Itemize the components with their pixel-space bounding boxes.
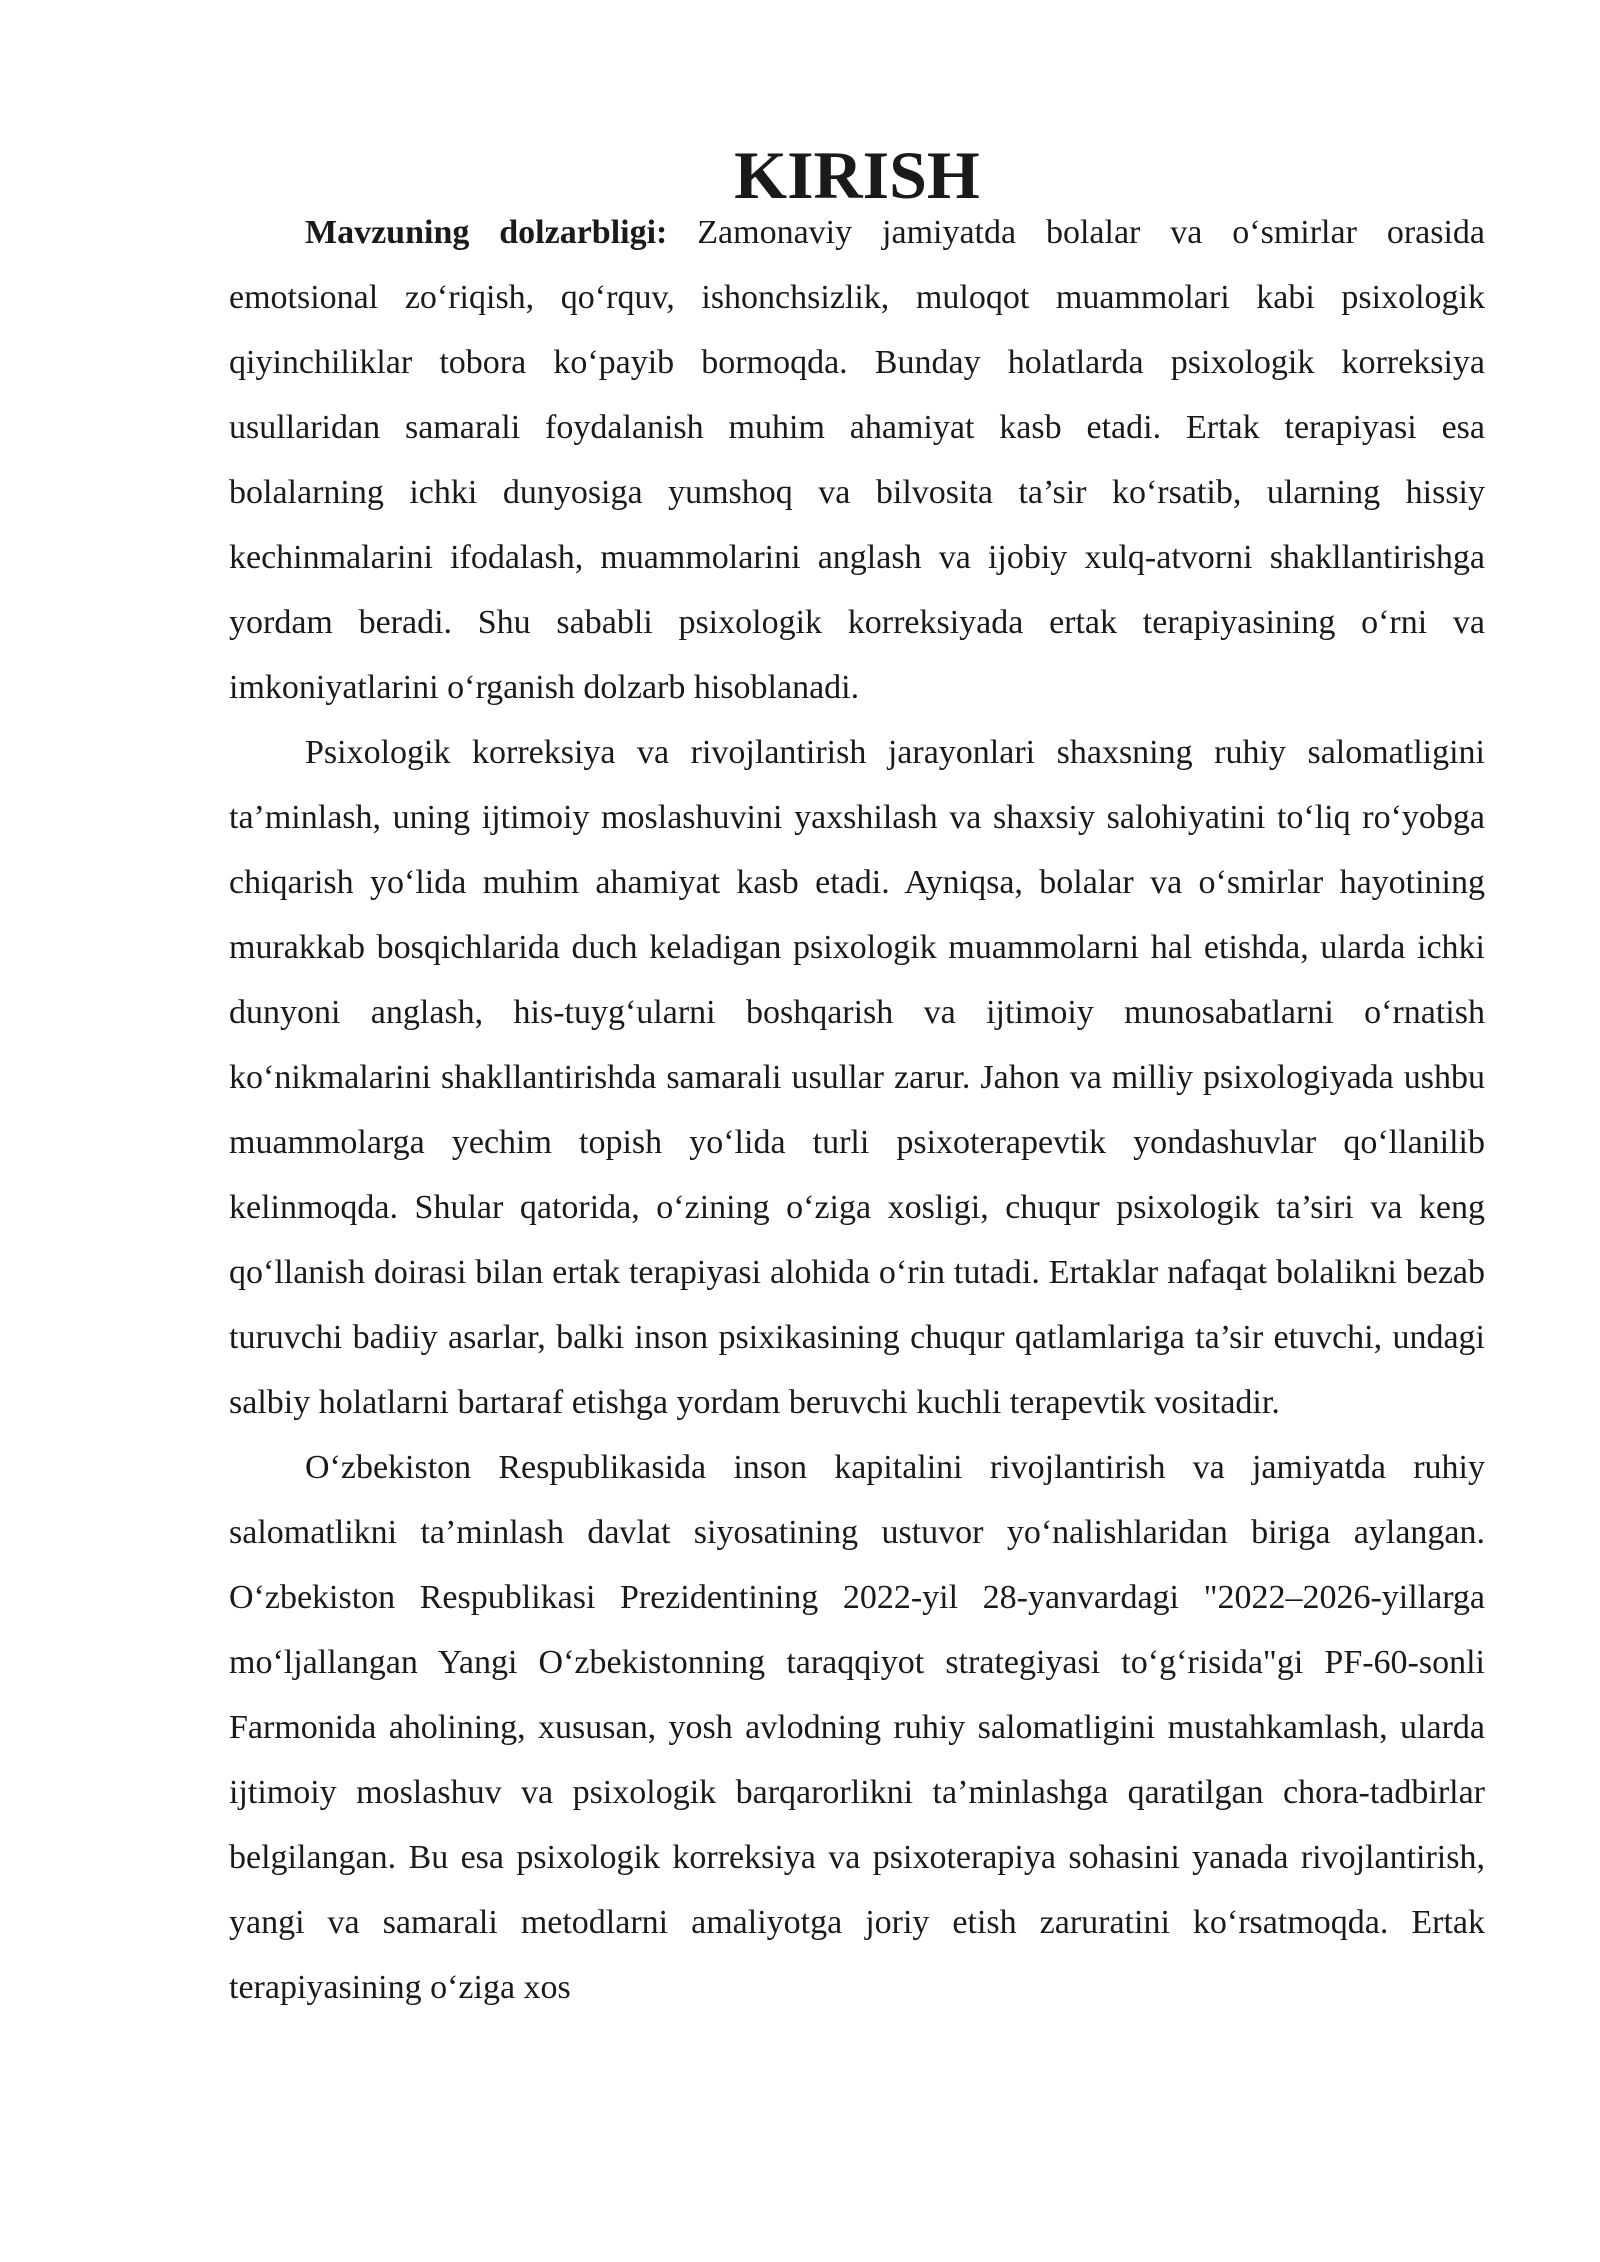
page-title: KIRISH [734,137,980,213]
paragraph-correction [229,720,1485,1435]
paragraph-text: Zamonaviy jamiyatda bolalar va o‘smirlar orasida emotsional zo‘riqish, qo‘rquv, ishonchsizlik, muloqot muammolari kabi psixologik qiyinchiliklar tobora ko‘payib bormoqda. Bunday holatlarda psixologik korreksiya usullaridan samarali foydalanish muhim ahamiyat kasb etadi. Ertak terapiyasi esa bolalarning ichki dunyosiga yumshoq va bilvosita ta’sir ko‘rsatib, ularning hissiy kechinmalarini ifodalash, muammolarini anglash va ijobiy xulq-atvorni shakllantirishga yordam beradi. Shu sababli psixologik korreksiyada ertak terapiyasining o‘rni va imkoniyatlarini o‘rganish dolzarb hisoblanadi. [229,214,1485,706]
document-body [229,137,1485,2020]
paragraph-lead: Mavzuning dolzarbligi: [305,214,668,251]
paragraph-text: O‘zbekiston Respublikasida inson kapitalini rivojlantirish va jamiyatda ruhiy salomatlikni ta’minlash davlat siyosatining ustuvor yo‘nalishlaridan biriga aylangan. O‘zbekiston Respublikasi Prezidentining 2022-yil 28-yanvardagi "2022–2026-yillarga mo‘ljallangan Yangi O‘zbekistonning taraqqiyot strategiyasi to‘g‘risida"gi PF-60-sonli Farmonida aholining, xususan, yosh avlodning ruhiy salomatligini mustahkamlash, ularda ijtimoiy moslashuv va psixologik barqarorlikni ta’minlashga qaratilgan chora-tadbirlar belgilangan. Bu esa psixologik korreksiya va psixoterapiya sohasini yanada rivojlantirish, yangi va samarali metodlarni amaliyotga joriy etish zaruratini ko‘rsatmoqda. Ertak terapiyasining o‘ziga xos [229,1449,1485,2006]
paragraph-relevance [229,200,1485,720]
paragraph-uzbekistan [229,1435,1485,2020]
paragraph-text: Psixologik korreksiya va rivojlantirish jarayonlari shaxsning ruhiy salomatligini ta’minlash, uning ijtimoiy moslashuvini yaxshilash va shaxsiy salohiyatini to‘liq ro‘yobga chiqarish yo‘lida muhim ahamiyat kasb etadi. Ayniqsa, bolalar va o‘smirlar hayotining murakkab bosqichlarida duch keladigan psixologik muammolarni hal etishda, ularda ichki dunyoni anglash, his-tuyg‘ularni boshqarish va ijtimoiy munosabatlarni o‘rnatish ko‘nikmalarini shakllantirishda samarali usullar zarur. Jahon va milliy psixologiyada ushbu muammolarga yechim topish yo‘lida turli psixoterapevtik yondashuvlar qo‘llanilib kelinmoqda. Shular qatorida, o‘zining o‘ziga xosligi, chuqur psixologik ta’siri va keng qo‘llanish doirasi bilan ertak terapiyasi alohida o‘rin tutadi. Ertaklar nafaqat bolalikni bezab turuvchi badiiy asarlar, balki inson psixikasining chuqur qatlamlariga ta’sir etuvchi, undagi salbiy holatlarni bartaraf etishga yordam beruvchi kuchli terapevtik vositadir. [229,734,1485,1421]
